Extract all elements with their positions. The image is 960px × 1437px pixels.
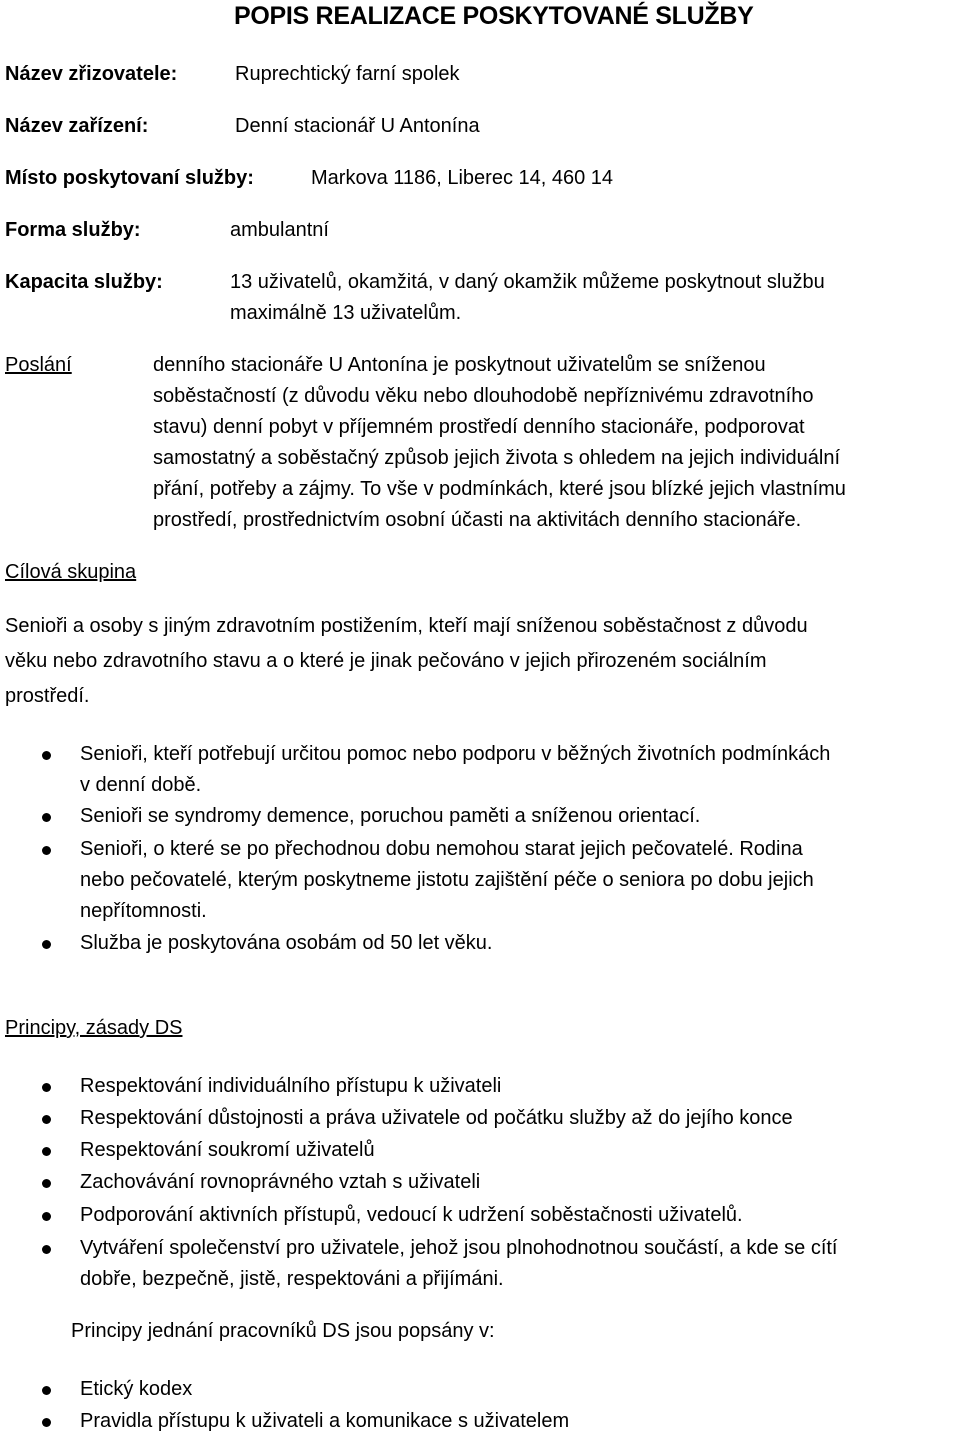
principy-bullet-line: dobře, bezpečně, jistě, respektováni a přijímáni. bbox=[80, 1268, 504, 1290]
poslani-line: přání, potřeby a zájmy. To vše v podmínkách, které jsou blízké jejich vlastnímu bbox=[153, 478, 846, 500]
poslani-heading: Poslání bbox=[5, 354, 72, 376]
bullet-dot bbox=[42, 1115, 51, 1124]
principy-bullet-line: Respektování soukromí uživatelů bbox=[80, 1139, 375, 1161]
principy-bullet-line: Vytváření společenství pro uživatele, jehož jsou plnohodnotnou součástí, a kde se cítí bbox=[80, 1237, 838, 1259]
jednani-bullet-2 bbox=[80, 1406, 569, 1437]
jednani-intro: Principy jednání pracovníků DS jsou popsány v: bbox=[71, 1320, 495, 1342]
poslani-line: prostředí, prostřednictvím osobní účasti na aktivitách denního stacionáře. bbox=[153, 509, 802, 531]
principy-bullet-line: Respektování individuálního přístupu k uživateli bbox=[80, 1075, 502, 1097]
principy-bullet-6 bbox=[80, 1233, 838, 1295]
principy-bullet-line: Podporování aktivních přístupů, vedoucí k udržení soběstačnosti uživatelů. bbox=[80, 1204, 743, 1226]
principy-bullet-1 bbox=[80, 1071, 501, 1102]
principy-bullet-2 bbox=[80, 1103, 793, 1134]
cilova-bullet-line: Senioři se syndromy demence, poruchou paměti a sníženou orientací. bbox=[80, 805, 701, 827]
poslani-line: samostatný a soběstačný způsob jejich života s ohledem na jejich individuální bbox=[153, 447, 841, 469]
zarizeni-value: Denní stacionář U Antonína bbox=[235, 115, 480, 137]
poslani-line: soběstačností (z důvodu věku nebo dlouhodobě nepříznivému zdravotního bbox=[153, 385, 814, 407]
cilova-intro-line: prostředí. bbox=[5, 685, 90, 707]
forma-label: Forma služby: bbox=[5, 219, 141, 241]
zarizeni-label: Název zařízení: bbox=[5, 115, 149, 137]
kapacita-label: Kapacita služby: bbox=[5, 271, 163, 293]
zrizovatel-label: Název zřizovatele: bbox=[5, 63, 178, 85]
bullet-dot bbox=[42, 1386, 51, 1395]
misto-label: Místo poskytovaní služby: bbox=[5, 167, 254, 189]
cilova-bullet-line: Senioři, kteří potřebují určitou pomoc nebo podporu v běžných životních podmínkách bbox=[80, 743, 831, 765]
cilova-bullet-3 bbox=[80, 834, 814, 927]
forma-value: ambulantní bbox=[230, 219, 329, 241]
cilova-bullet-line: Služba je poskytována osobám od 50 let věku. bbox=[80, 932, 493, 954]
cilova-bullet-2 bbox=[80, 801, 700, 832]
cilova-bullet-line: nepřítomnosti. bbox=[80, 900, 207, 922]
bullet-dot bbox=[42, 1245, 51, 1254]
poslani-line: stavu) denní pobyt v příjemném prostředí denního stacionáře, podporovat bbox=[153, 416, 805, 438]
principy-bullet-4 bbox=[80, 1167, 480, 1198]
zrizovatel-value: Ruprechtický farní spolek bbox=[235, 63, 460, 85]
cilova-bullet-line: Senioři, o které se po přechodnou dobu nemohou starat jejich pečovatelé. Rodina bbox=[80, 838, 803, 860]
cilova-intro-line: věku nebo zdravotního stavu a o které je jinak pečováno v jejich přirozeném sociálním bbox=[5, 650, 767, 672]
cilova-bullet-line: v denní době. bbox=[80, 774, 202, 796]
cilova-intro-line: Senioři a osoby s jiným zdravotním postižením, kteří mají sníženou soběstačnost z důvodu bbox=[5, 615, 808, 637]
bullet-dot bbox=[42, 1418, 51, 1427]
principy-bullet-3 bbox=[80, 1135, 375, 1166]
kapacita-value-line-1: 13 uživatelů, okamžitá, v daný okamžik můžeme poskytnout službu bbox=[230, 271, 825, 293]
jednani-bullet-1 bbox=[80, 1374, 192, 1405]
bullet-dot bbox=[42, 940, 51, 949]
kapacita-value-line-2: maximálně 13 uživatelům. bbox=[230, 302, 462, 324]
poslani-paragraph bbox=[153, 350, 846, 536]
cilova-heading: Cílová skupina bbox=[5, 561, 137, 583]
bullet-dot bbox=[42, 846, 51, 855]
bullet-dot bbox=[42, 1147, 51, 1156]
principy-bullet-5 bbox=[80, 1200, 743, 1231]
cilova-bullet-1 bbox=[80, 739, 830, 801]
principy-heading: Principy, zásady DS bbox=[5, 1017, 183, 1039]
bullet-dot bbox=[42, 1179, 51, 1188]
cilova-intro bbox=[5, 609, 808, 714]
misto-value: Markova 1186, Liberec 14, 460 14 bbox=[311, 167, 614, 189]
bullet-dot bbox=[42, 813, 51, 822]
jednani-bullet-line: Pravidla přístupu k uživateli a komunikace s uživatelem bbox=[80, 1410, 570, 1432]
bullet-dot bbox=[42, 1083, 51, 1092]
jednani-bullet-line: Etický kodex bbox=[80, 1378, 193, 1400]
cilova-bullet-line: nebo pečovatelé, kterým poskytneme jistotu zajištění péče o seniora po dobu jejich bbox=[80, 869, 814, 891]
bullet-dot bbox=[42, 751, 51, 760]
document-title: POPIS REALIZACE POSKYTOVANÉ SLUŽBY bbox=[234, 2, 754, 30]
poslani-line: denního stacionáře U Antonína je poskytnout uživatelům se sníženou bbox=[153, 354, 766, 376]
principy-bullet-line: Respektování důstojnosti a práva uživatele od počátku služby až do jejího konce bbox=[80, 1107, 793, 1129]
principy-bullet-line: Zachovávání rovnoprávného vztah s uživateli bbox=[80, 1171, 481, 1193]
cilova-bullet-4 bbox=[80, 928, 492, 959]
bullet-dot bbox=[42, 1212, 51, 1221]
